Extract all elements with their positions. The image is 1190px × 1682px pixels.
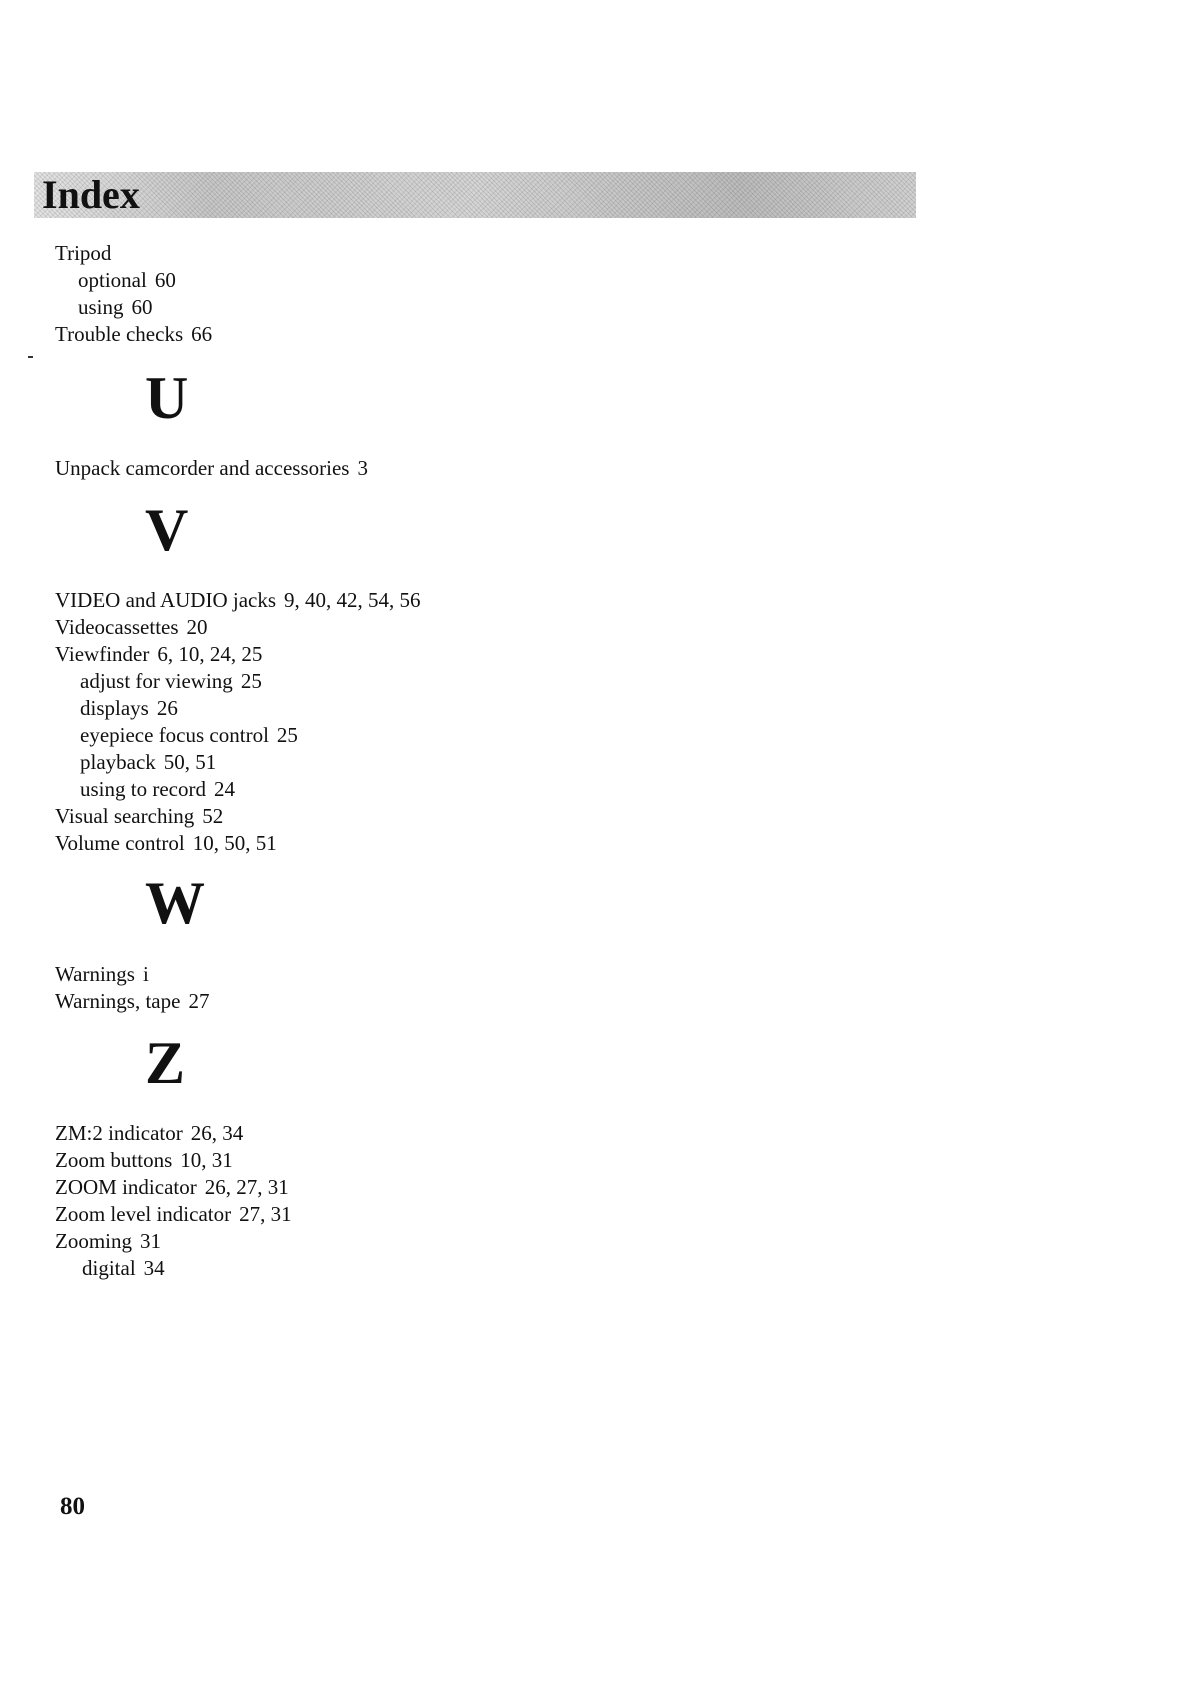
index-subentry: using 60 [78,295,153,319]
index-header-bar [34,172,916,218]
index-entry: Zoom level indicator 27, 31 [55,1202,292,1226]
index-entry: Unpack camcorder and accessories 3 [55,456,368,480]
index-entry: Warnings i [55,962,149,986]
section-letter-v: V [145,497,189,563]
index-subentry: using to record 24 [80,777,235,801]
index-entry: Volume control 10, 50, 51 [55,831,277,855]
index-entry: Zoom buttons 10, 31 [55,1148,233,1172]
index-entry: Viewfinder 6, 10, 24, 25 [55,642,263,666]
section-letter-w: W [145,870,205,936]
index-entry: Warnings, tape 27 [55,989,210,1013]
index-entry: Tripod [55,241,112,265]
index-entry: ZM:2 indicator 26, 34 [55,1121,244,1145]
index-entry: Videocassettes 20 [55,615,208,639]
index-subentry: optional 60 [78,268,176,292]
index-subentry: displays 26 [80,696,178,720]
index-entry: ZOOM indicator 26, 27, 31 [55,1175,289,1199]
page-number: 80 [60,1493,85,1520]
index-entry: Zooming 31 [55,1229,161,1253]
margin-tick-mark [28,356,33,358]
index-entry: VIDEO and AUDIO jacks 9, 40, 42, 54, 56 [55,588,421,612]
index-subentry: digital 34 [82,1256,165,1280]
index-entry: Visual searching 52 [55,804,224,828]
section-letter-z: Z [145,1030,186,1096]
index-entry: Trouble checks 66 [55,322,213,346]
section-letter-u: U [145,365,189,431]
index-subentry: playback 50, 51 [80,750,217,774]
index-subentry: eyepiece focus control 25 [80,723,298,747]
index-subentry: adjust for viewing 25 [80,669,262,693]
page-title: Index [42,172,140,217]
